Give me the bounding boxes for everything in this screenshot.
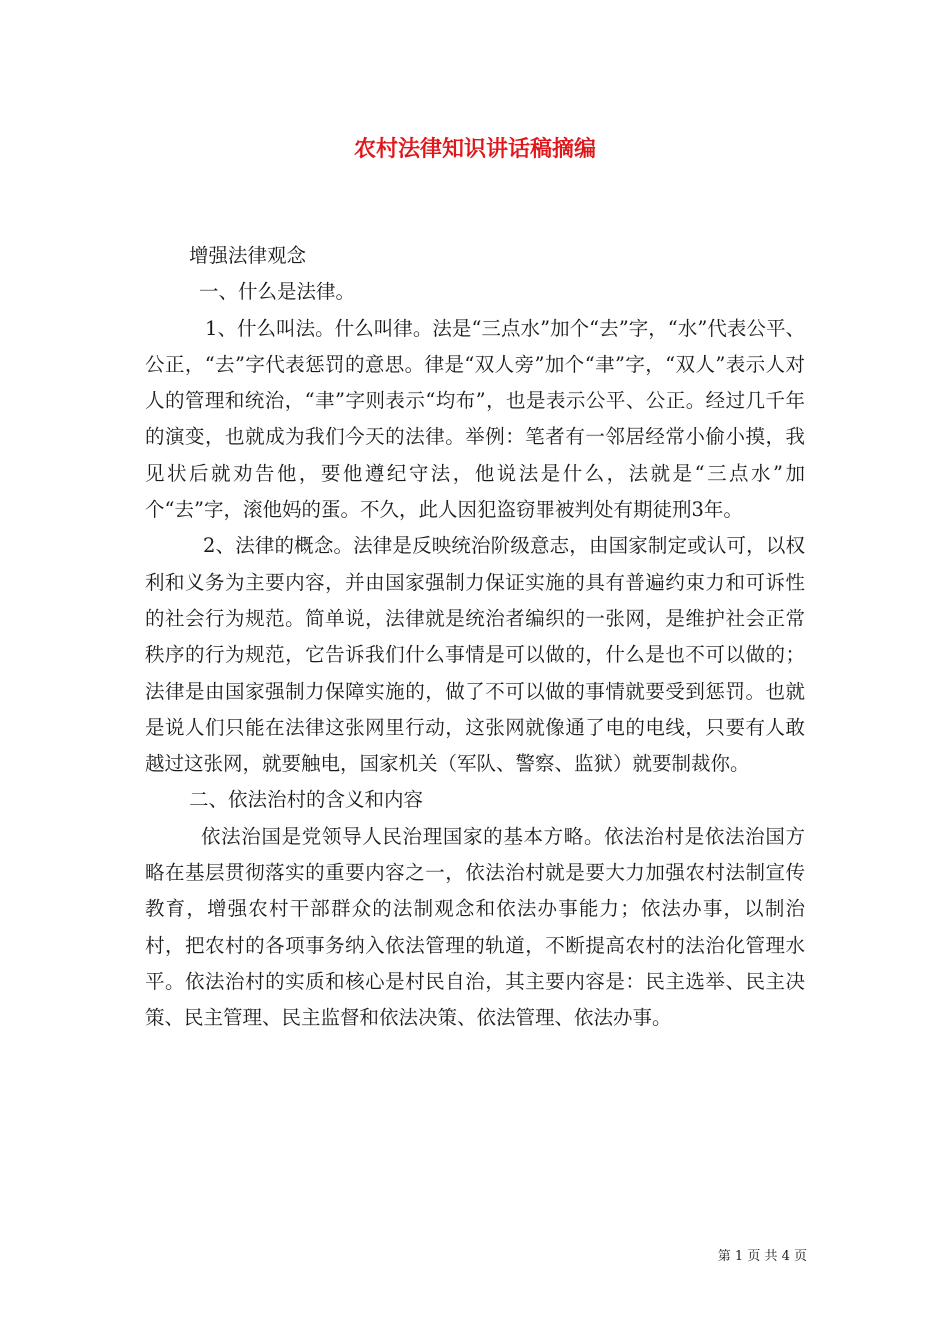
paragraph-law-concept: 2、法律的概念。法律是反映统治阶级意志，由国家制定或认可，以权利和义务为主要内容，并由国家强制力保证实施的具有普遍约束力和可诉性的社会行为规范。简单说，法律就是统治者编织的一张网，是维护社会正常秩序的行为规范，它告诉我们什么事情是可以做的，什么是也不可以做的；法律是由国家强制力保障实施的，做了不可以做的事情就要受到惩罚。也就是说人们只能在法律这张网里行动，这张网就像通了电的电线，只要有人敢越过这张网，就要触电，国家机关（军队、警察、监狱）就要制裁你。: [145, 534, 805, 776]
page-title: 农村法律知识讲话稿摘编: [353, 136, 596, 162]
section-heading-law-concept: 增强法律观念: [189, 244, 307, 267]
section-heading-what-is-law: 一、什么是法律。: [199, 280, 356, 304]
paragraph-rule-of-law-village: 依法治国是党领导人民治理国家的基本方略。依法治村是依法治国方略在基层贯彻落实的重要内容之一，依法治村就是要大力加强农村法制宣传教育，增强农村干部群众的法制观念和依法办事能力；依法办事，以制治村，把农村的各项事务纳入依法管理的轨道，不断提高农村的法治化管理水平。依法治村的实质和核心是村民自治，其主要内容是：民主选举、民主决策、民主管理、民主监督和依法决策、依法管理、依法办事。: [145, 824, 805, 1030]
paragraph-definition-of-fa-lv: 1、什么叫法。什么叫律。法是“三点水”加个“去”字，“水”代表公平、公正，“去”字代表惩罚的意思。律是“双人旁”加个“聿”字，“双人”表示人对人的管理和统治，“聿”字则表示“均布”，也是表示公平、公正。经过几千年的演变，也就成为我们今天的法律。举例：笔者有一邻居经常小偷小摸，我见状后就劝告他，要他遵纪守法，他说法是什么，法就是“三点水”加个“去”字，滚他妈的蛋。不久，此人因犯盗窃罪被判处有期徒刑3年。: [145, 316, 805, 522]
section-heading-rule-of-law-village: 二、依法治村的含义和内容: [189, 788, 424, 812]
document-body: [145, 238, 805, 1037]
page-number: 第 1 页 共 4 页: [717, 1249, 807, 1264]
